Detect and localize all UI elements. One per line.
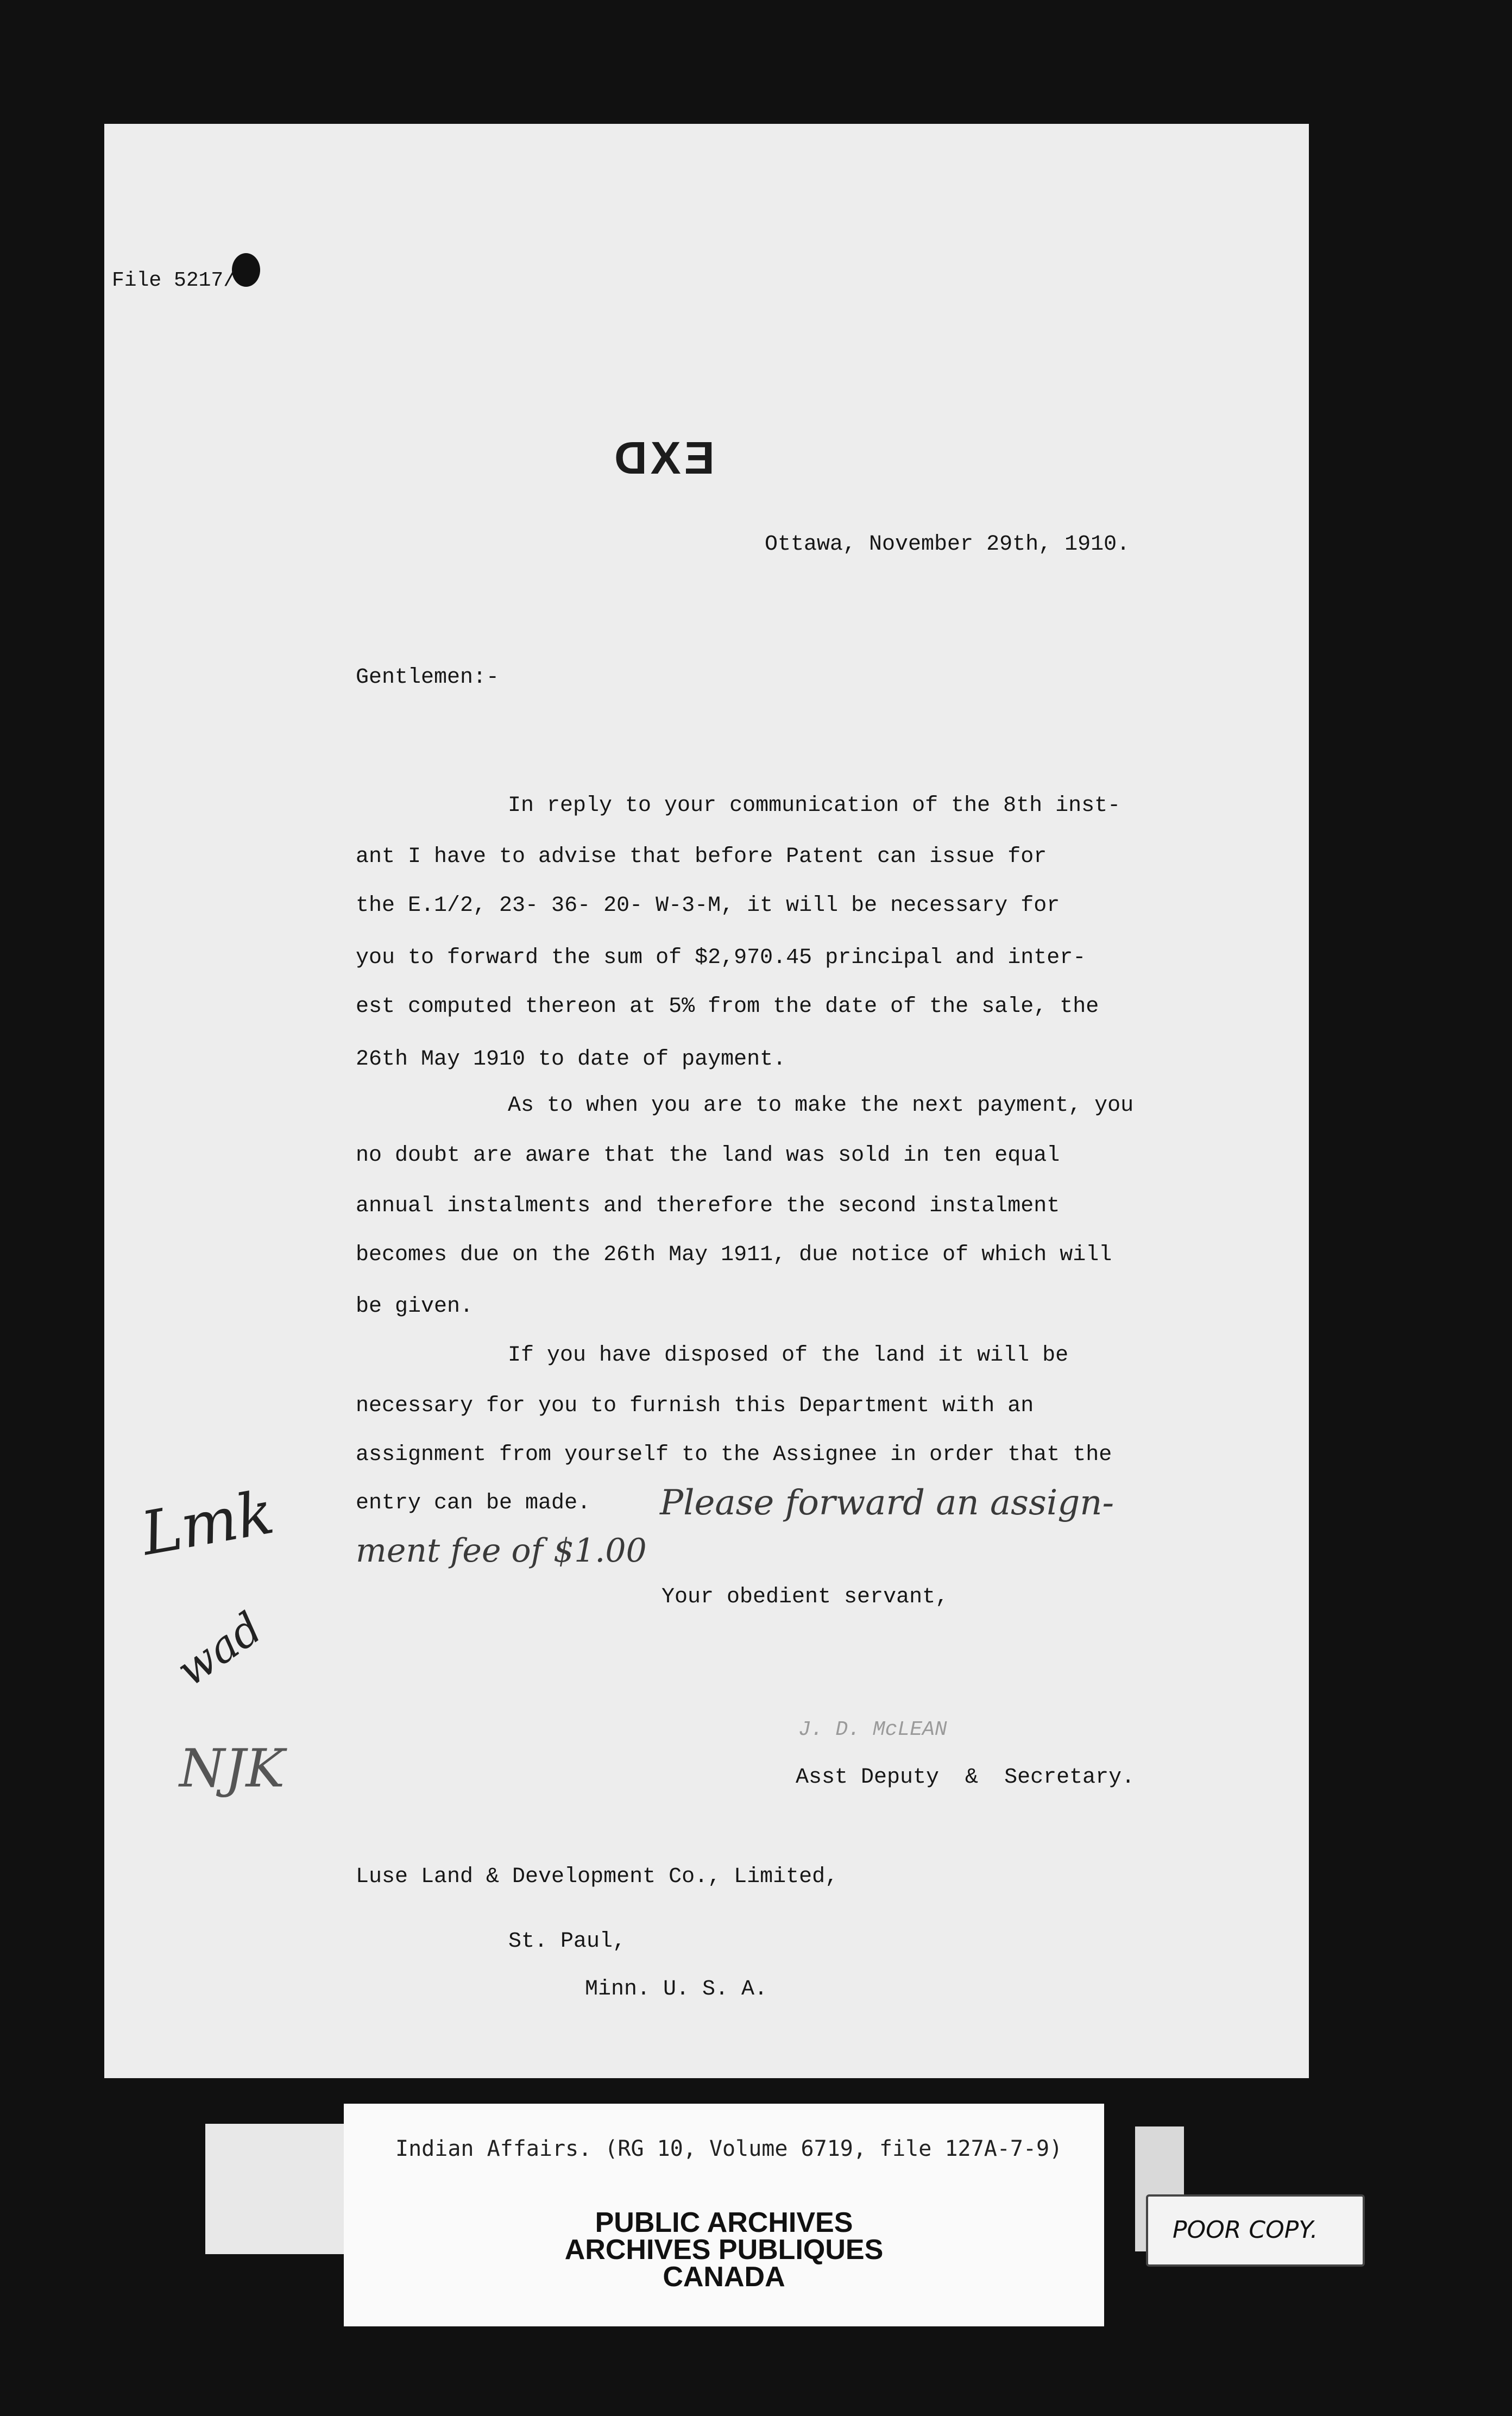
paragraph-2-line-2: no doubt are aware that the land was sold in ten equal (356, 1143, 1060, 1168)
paragraph-2-line-5: be given. (356, 1294, 474, 1319)
paragraph-3-line-1: If you have disposed of the land it will be (508, 1343, 1069, 1368)
letter-date: Ottawa, November 29th, 1910. (765, 532, 1130, 557)
closing: Your obedient servant, (662, 1585, 949, 1609)
file-reference: File 5217/ (112, 269, 236, 292)
archive-line-1: PUBLIC ARCHIVES (595, 2207, 853, 2238)
paragraph-3-line-3: assignment from yourself to the Assignee in order that the (356, 1443, 1112, 1467)
exd-stamp: EXD (611, 432, 715, 483)
label-side-strip (205, 2124, 346, 2254)
poor-copy-tag (1146, 2194, 1365, 2267)
paragraph-2-line-3: annual instalments and therefore the second instalment (356, 1194, 1060, 1218)
paragraph-1-line-2: ant I have to advise that before Patent can issue for (356, 845, 1047, 869)
paragraph-1-line-4: you to forward the sum of $2,970.45 principal and inter- (356, 946, 1086, 970)
address-line-1: Luse Land & Development Co., Limited, (356, 1865, 839, 1889)
archive-reference: Indian Affairs. (RG 10, Volume 6719, file 127A-7-9) (395, 2136, 1063, 2161)
paragraph-3-line-4: entry can be made. (356, 1491, 591, 1515)
paragraph-1-line-3: the E.1/2, 23- 36- 20- W-3-M, it will be necessary for (356, 894, 1060, 918)
handwritten-note-line-2: ment fee of $1.00 (356, 1532, 647, 1570)
archive-line-3: CANADA (663, 2261, 785, 2293)
ink-blot (232, 253, 260, 287)
paragraph-1-line-5: est computed thereon at 5% from the date of the sale, the (356, 995, 1099, 1019)
paragraph-1-line-1: In reply to your communication of the 8th inst- (508, 794, 1121, 818)
handwritten-note-line-1: Please forward an assign- (660, 1483, 1114, 1523)
signatory-title: Asst Deputy & Secretary. (796, 1765, 1135, 1790)
address-line-2: St. Paul, (508, 1929, 626, 1954)
paragraph-1-line-6: 26th May 1910 to date of payment. (356, 1047, 786, 1072)
address-line-3: Minn. U. S. A. (585, 1977, 768, 2002)
margin-initials-2: wad (167, 1602, 271, 1696)
salutation: Gentlemen:- (356, 665, 500, 690)
paragraph-3-line-2: necessary for you to furnish this Department with an (356, 1394, 1034, 1418)
archive-label (344, 2104, 1104, 2326)
poor-copy-text: POOR COPY. (1173, 2216, 1318, 2244)
paragraph-2-line-4: becomes due on the 26th May 1911, due notice of which will (356, 1243, 1112, 1267)
signature-name: J. D. McLEAN (798, 1718, 947, 1741)
margin-initials-1: Lmk (136, 1477, 279, 1569)
margin-initials-3: NJK (179, 1738, 285, 1799)
paragraph-2-line-1: As to when you are to make the next payment, you (508, 1093, 1134, 1118)
archive-line-2: ARCHIVES PUBLIQUES (564, 2234, 884, 2266)
